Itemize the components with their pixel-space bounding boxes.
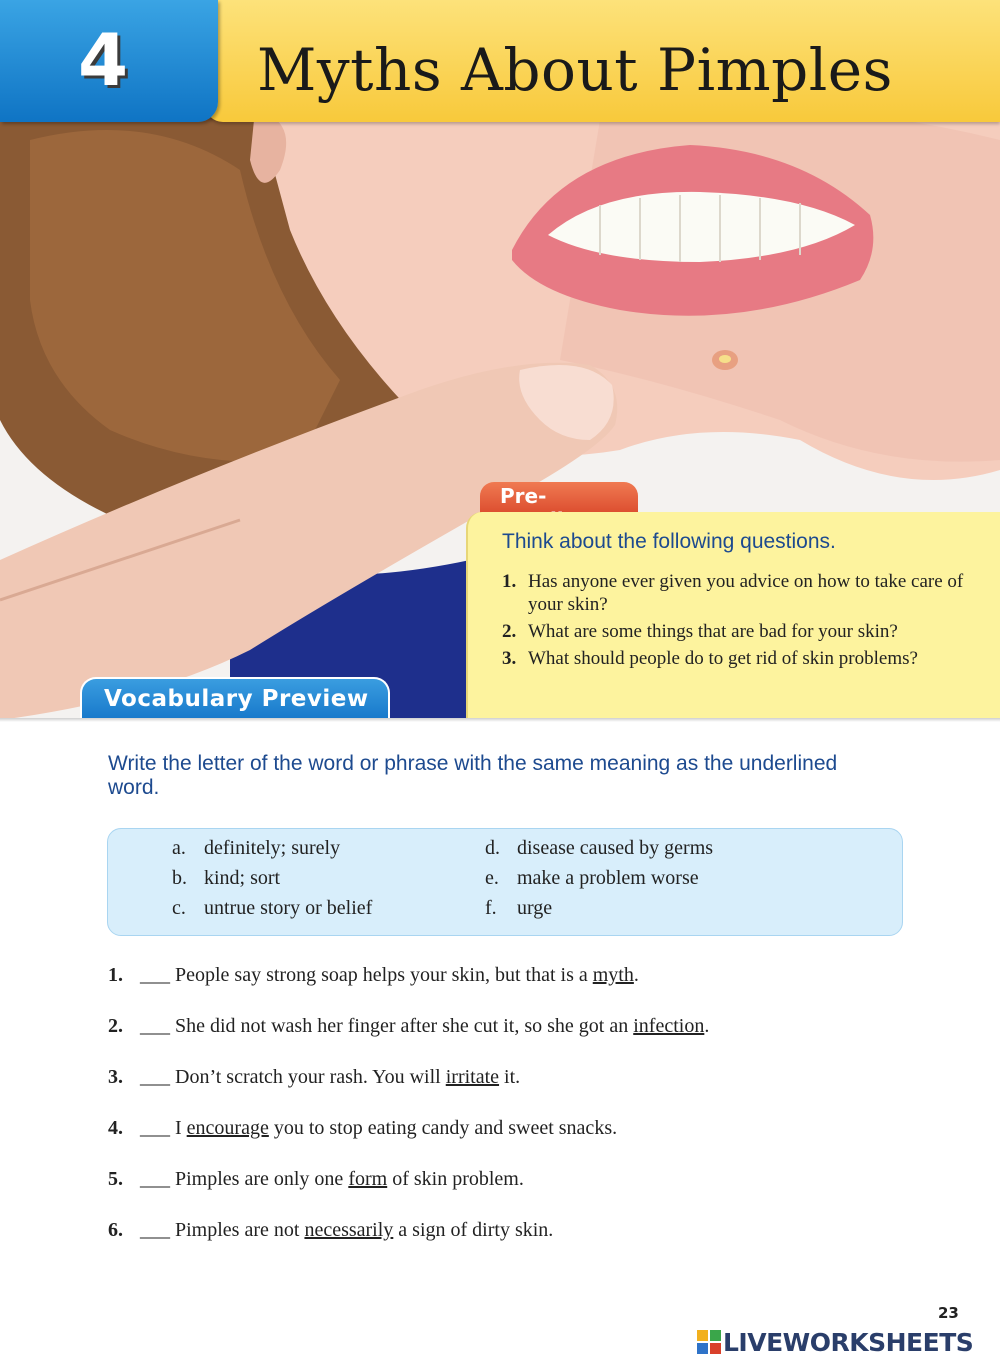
- underlined-word: irritate: [445, 1066, 500, 1088]
- section-divider: [0, 718, 1000, 722]
- question-number: 3.: [502, 648, 517, 669]
- option-c: [172, 897, 372, 920]
- vocabulary-preview-tab: [80, 677, 390, 722]
- sentence-end: a sign of dirty skin.: [393, 1219, 554, 1241]
- sentence-end: of skin problem.: [387, 1168, 524, 1190]
- vocabulary-instruction: Write the letter of the word or phrase with the same meaning as the underlined word.: [108, 752, 838, 799]
- pre-reading-label: Pre-: [500, 484, 547, 508]
- option-d: [485, 837, 713, 860]
- underlined-word: infection: [633, 1015, 705, 1037]
- option-letter: e.: [485, 867, 499, 889]
- pre-reading-question: [502, 647, 972, 670]
- answer-blank[interactable]: ___: [140, 1168, 170, 1190]
- question-number: 2.: [502, 621, 517, 642]
- pre-reading-instruction: Think about the following questions.: [502, 530, 836, 553]
- answer-blank[interactable]: ___: [140, 964, 170, 986]
- vocabulary-item: [108, 1015, 709, 1038]
- word-options-box: [107, 828, 903, 936]
- item-number: 5.: [108, 1168, 123, 1190]
- answer-blank[interactable]: ___: [140, 1015, 170, 1037]
- pre-reading-questions: [502, 570, 972, 674]
- option-e: [485, 867, 699, 890]
- question-number: 1.: [502, 571, 517, 592]
- option-letter: c.: [172, 897, 186, 919]
- liveworksheets-logo-icon: [697, 1330, 721, 1354]
- underlined-word: encourage: [186, 1117, 269, 1139]
- page-title: Myths About Pimples: [257, 36, 893, 104]
- chapter-number: 4: [78, 18, 129, 102]
- sentence-start: People say strong soap helps your skin, but that is a: [175, 964, 593, 986]
- vocabulary-item: [108, 1219, 553, 1242]
- option-text: make a problem worse: [517, 867, 699, 889]
- vocabulary-preview-label: Vocabulary Preview: [104, 686, 369, 712]
- item-number: 1.: [108, 964, 123, 986]
- answer-blank[interactable]: ___: [140, 1066, 170, 1088]
- sentence-end: you to stop eating candy and sweet snacks.: [268, 1117, 618, 1139]
- vocabulary-item: [108, 1066, 520, 1089]
- option-a: [172, 837, 340, 860]
- sentence-start: Pimples are not: [175, 1219, 305, 1241]
- sentence-start: I: [175, 1117, 187, 1139]
- option-letter: d.: [485, 837, 500, 859]
- item-number: 6.: [108, 1219, 123, 1241]
- item-number: 2.: [108, 1015, 123, 1037]
- title-bar: [205, 0, 1000, 122]
- underlined-word: necessarily: [304, 1219, 394, 1241]
- item-number: 3.: [108, 1066, 123, 1088]
- pre-reading-box: [466, 512, 1000, 718]
- option-letter: f.: [485, 897, 497, 919]
- item-number: 4.: [108, 1117, 123, 1139]
- option-letter: b.: [172, 867, 187, 889]
- chapter-tab: [0, 0, 218, 122]
- pre-reading-question: [502, 620, 972, 643]
- option-text: disease caused by germs: [517, 837, 714, 859]
- page-number: 23: [938, 1304, 959, 1322]
- option-letter: a.: [172, 837, 186, 859]
- option-f: [485, 897, 552, 920]
- pre-reading-question: [502, 570, 972, 616]
- sentence-start: Pimples are only one: [175, 1168, 349, 1190]
- sentence-end: .: [633, 964, 639, 986]
- sentence-start: She did not wash her finger after she cut it, so she got an: [175, 1015, 634, 1037]
- sentence-end: it.: [499, 1066, 521, 1088]
- option-text: untrue story or belief: [204, 897, 373, 919]
- underlined-word: form: [348, 1168, 388, 1190]
- vocabulary-item: [108, 1117, 617, 1140]
- brand-name: LIVEWORKSHEETS: [723, 1328, 974, 1357]
- question-text: What should people do to get rid of skin problems?: [528, 648, 918, 669]
- option-text: kind; sort: [204, 867, 281, 889]
- sentence-end: .: [704, 1015, 710, 1037]
- option-text: definitely; surely: [204, 837, 341, 859]
- question-text: Has anyone ever given you advice on how to take care of your skin?: [528, 571, 964, 615]
- sentence-start: Don’t scratch your rash. You will: [175, 1066, 446, 1088]
- question-text: What are some things that are bad for your skin?: [528, 621, 898, 642]
- answer-blank[interactable]: ___: [140, 1219, 170, 1241]
- underlined-word: myth: [592, 964, 634, 986]
- vocabulary-item: [108, 1168, 524, 1191]
- vocabulary-item: [108, 964, 639, 987]
- answer-blank[interactable]: ___: [140, 1117, 170, 1139]
- option-text: urge: [517, 897, 553, 919]
- option-b: [172, 867, 280, 890]
